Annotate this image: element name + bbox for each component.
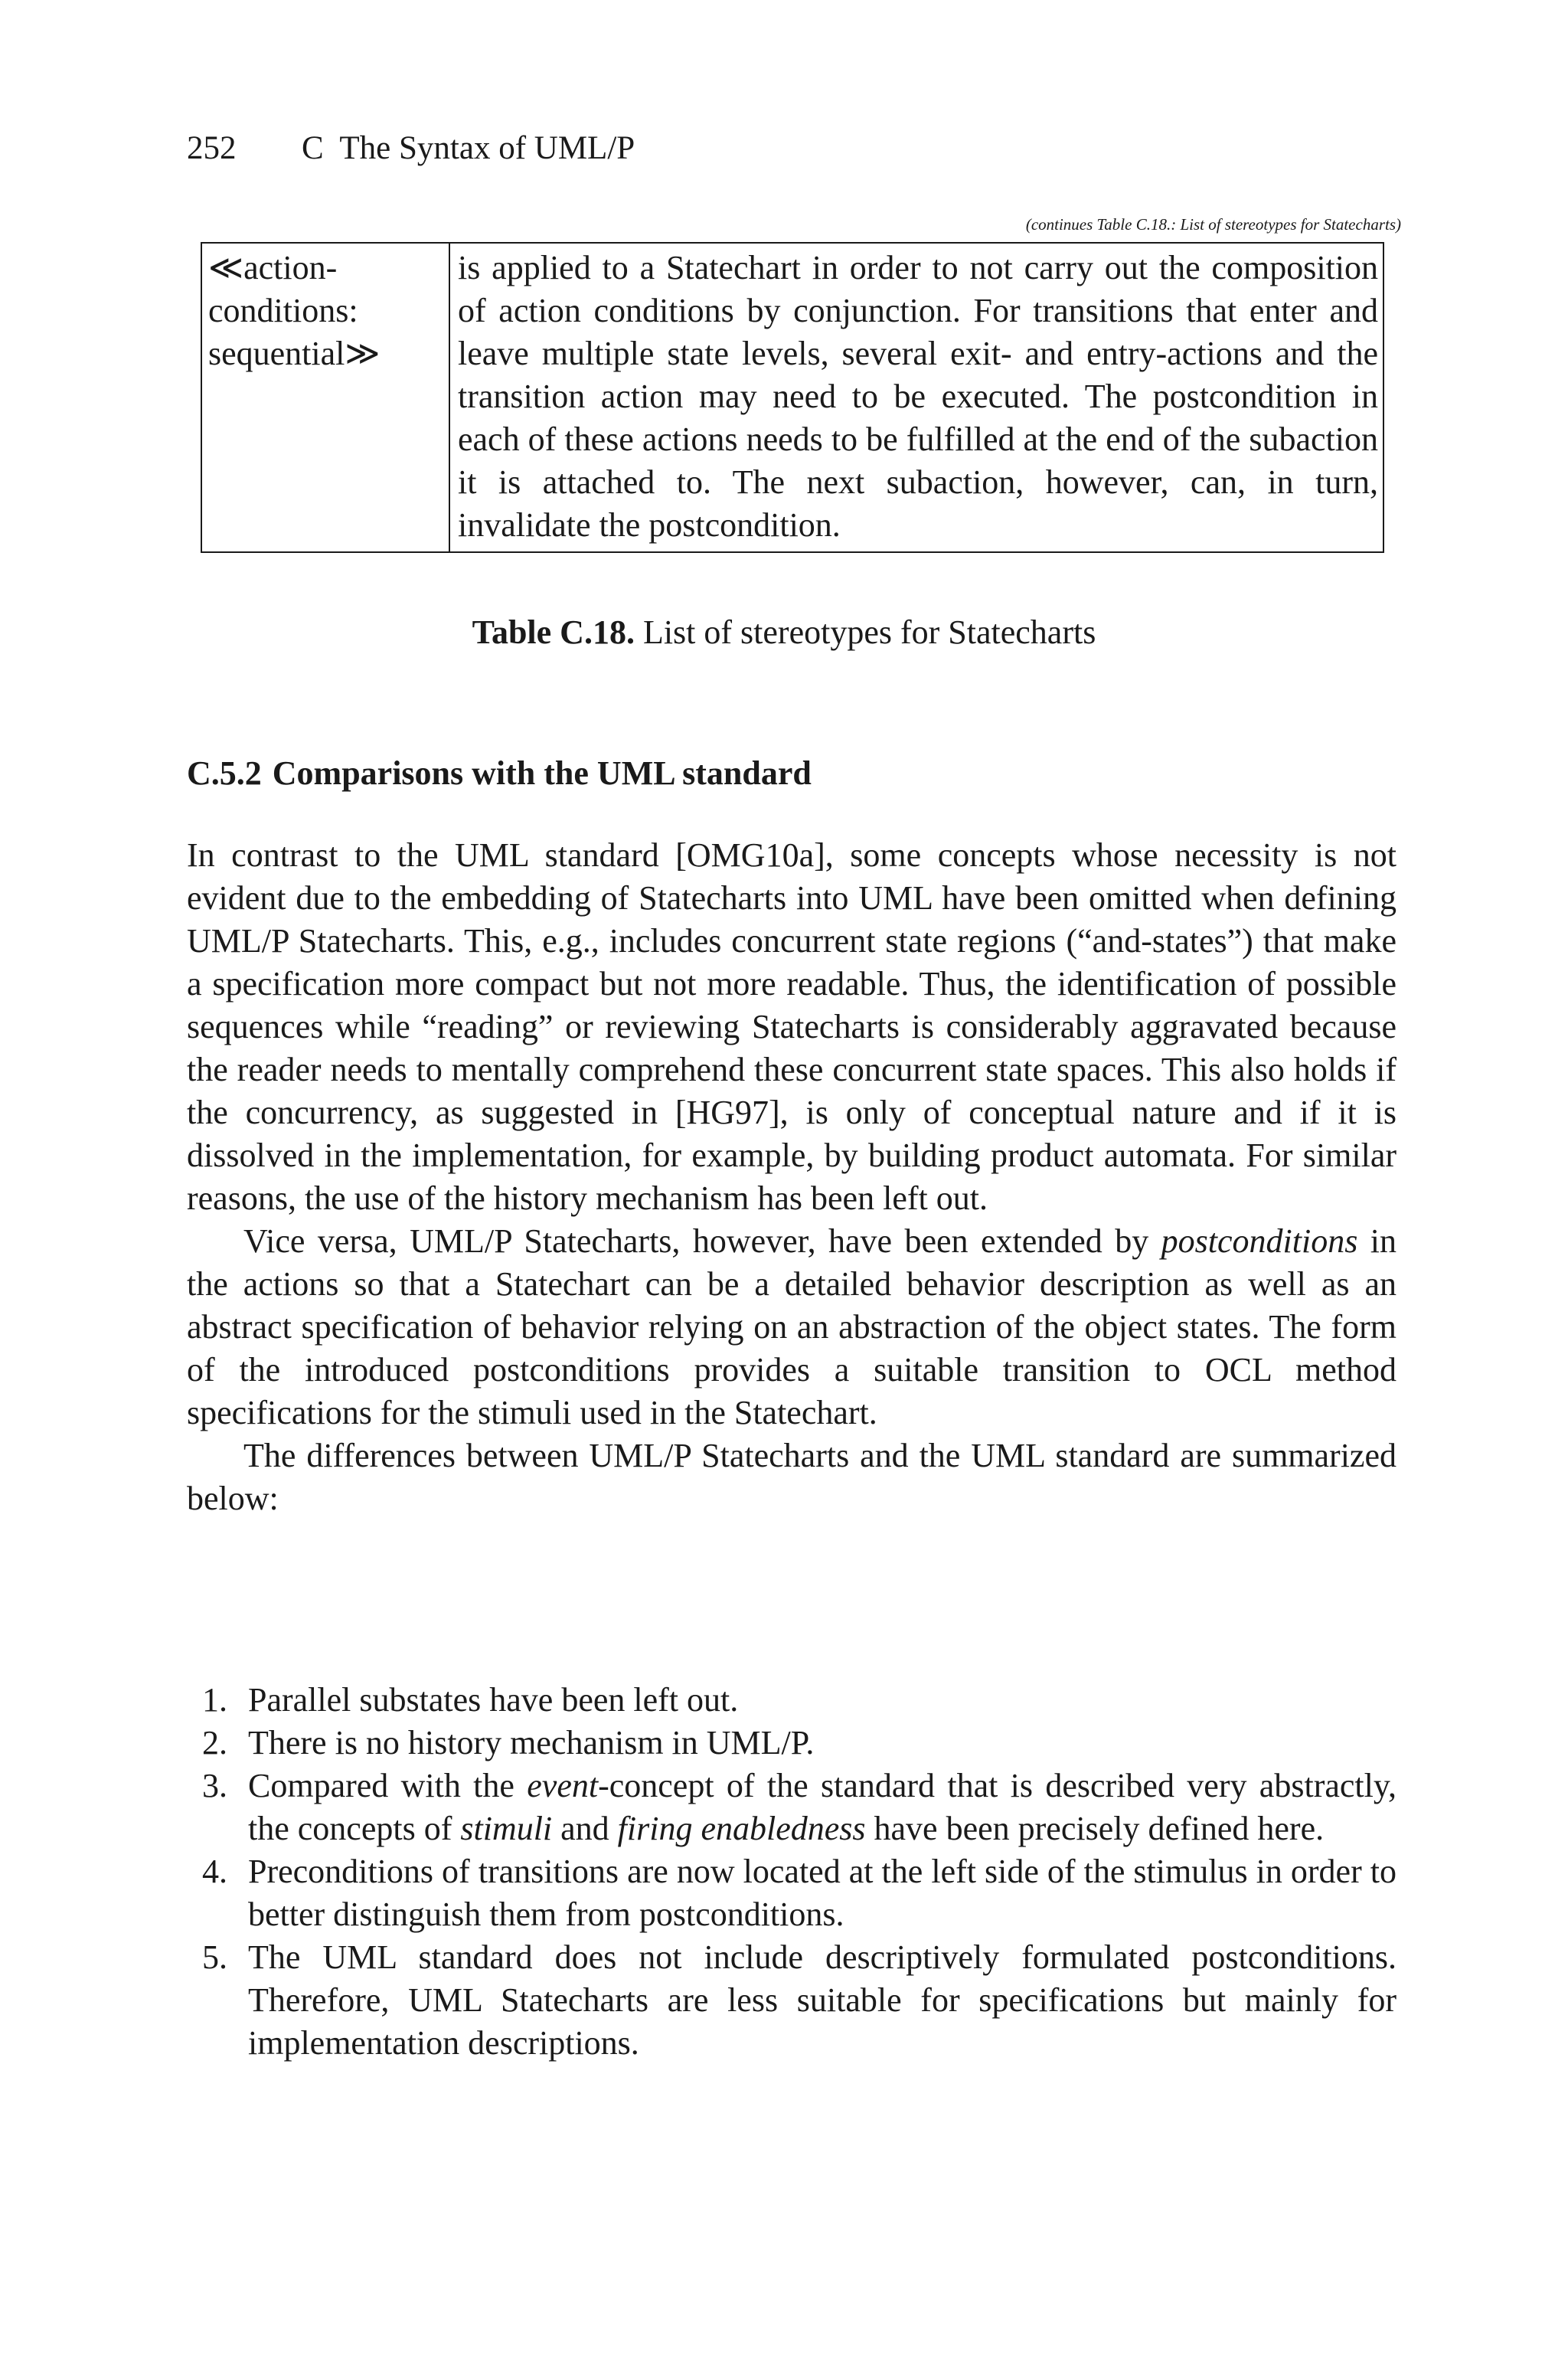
section-number: C.5.2 <box>187 754 262 792</box>
paragraph <box>187 1220 1396 1434</box>
stereotype-name-cell <box>201 243 449 552</box>
table-caption-label: Table C.18. <box>472 613 635 651</box>
section-heading <box>187 752 812 795</box>
running-header <box>187 127 635 170</box>
list-text: The UML standard does not include descriptively formulated postconditions. Therefore, UML Statecharts are less suitable for specifications but mainly for implementation descriptions. <box>248 1938 1396 2062</box>
text-run: in the actions so that a Statechart can be a detailed behavior description as well as an abstract specification of behavior relying on an abstraction of the object states. The form of the introduced postconditions provides a suitable transition to OCL method specifications for the stimuli used in the Statechart. <box>187 1222 1396 1431</box>
stereotype-description-cell <box>449 243 1383 552</box>
stereotype-table <box>201 242 1384 553</box>
list-number: 4. <box>202 1853 227 1890</box>
list-number: 5. <box>202 1938 227 1976</box>
list-item <box>187 1936 1396 2065</box>
list-text: Preconditions of transitions are now located at the left side of the stimulus in order to better distinguish them from postconditions. <box>248 1853 1396 1933</box>
paragraph: In contrast to the UML standard [OMG10a], some concepts whose necessity is not evident due to the embedding of Statecharts into UML have been omitted when defining UML/P Statecharts. This, e.g., includes concurrent state regions (“and-states”) that make a specification more compact but not more readable. Thus, the identification of possible sequences while “reading” or reviewing Statecharts is considerably aggravated because the reader needs to mentally comprehend these concurrent state spaces. This also holds if the concurrency, as suggested in [HG97], is only of conceptual nature and if it is dissolved in the implementation, for example, by building product automata. For similar reasons, the use of the history mechanism has been left out. <box>187 836 1396 1217</box>
stereotype-description: is applied to a Statechart in order to not carry out the composition of action conditions by conjunction. For transitions that enter and leave multiple state levels, several exit- and entry-actions and the transition action may need to be executed. The postcondition in each of these actions needs to be fulfilled at the end of the subaction it is attached to. The next subaction, however, can, in turn, invalidate the postcondition. <box>458 249 1378 544</box>
stereotype-name: ≪action- conditions: sequential≫ <box>208 249 381 372</box>
list-text: Compared with the <box>248 1767 528 1804</box>
table-caption-text: List of stereotypes for Statecharts <box>634 613 1096 651</box>
list-text: -concept of the standard that is described very abstractly, the concepts of <box>248 1767 1396 1847</box>
emphasis: postconditions <box>1161 1222 1358 1260</box>
list-item <box>187 1722 1396 1765</box>
list-item <box>187 1765 1396 1850</box>
emphasis: firing enabledness <box>617 1810 866 1847</box>
list-number: 3. <box>202 1767 227 1804</box>
list-text: There is no history mechanism in UML/P. <box>248 1724 815 1761</box>
emphasis: stimuli <box>460 1810 553 1847</box>
text-run: Vice versa, UML/P Statecharts, however, have been extended by <box>243 1222 1161 1260</box>
table-row <box>201 243 1383 552</box>
differences-list <box>187 1679 1396 2065</box>
list-text: and <box>552 1810 618 1847</box>
page-number: 252 <box>187 130 237 166</box>
table-continuation-note: (continues Table C.18.: List of stereotypes for Statecharts) <box>1025 215 1401 234</box>
list-text: Parallel substates have been left out. <box>248 1681 739 1719</box>
list-number: 2. <box>202 1724 227 1761</box>
running-title: C The Syntax of UML/P <box>302 130 635 166</box>
body-text <box>187 834 1396 1520</box>
list-number: 1. <box>202 1681 227 1719</box>
emphasis: event <box>527 1767 599 1804</box>
list-text: have been precisely defined here. <box>865 1810 1325 1847</box>
table-caption <box>0 611 1568 654</box>
list-item <box>187 1679 1396 1722</box>
paragraph: The differences between UML/P Statecharts and the UML standard are summarized below: <box>187 1437 1396 1517</box>
section-title: Comparisons with the UML standard <box>272 754 812 792</box>
list-item <box>187 1850 1396 1936</box>
